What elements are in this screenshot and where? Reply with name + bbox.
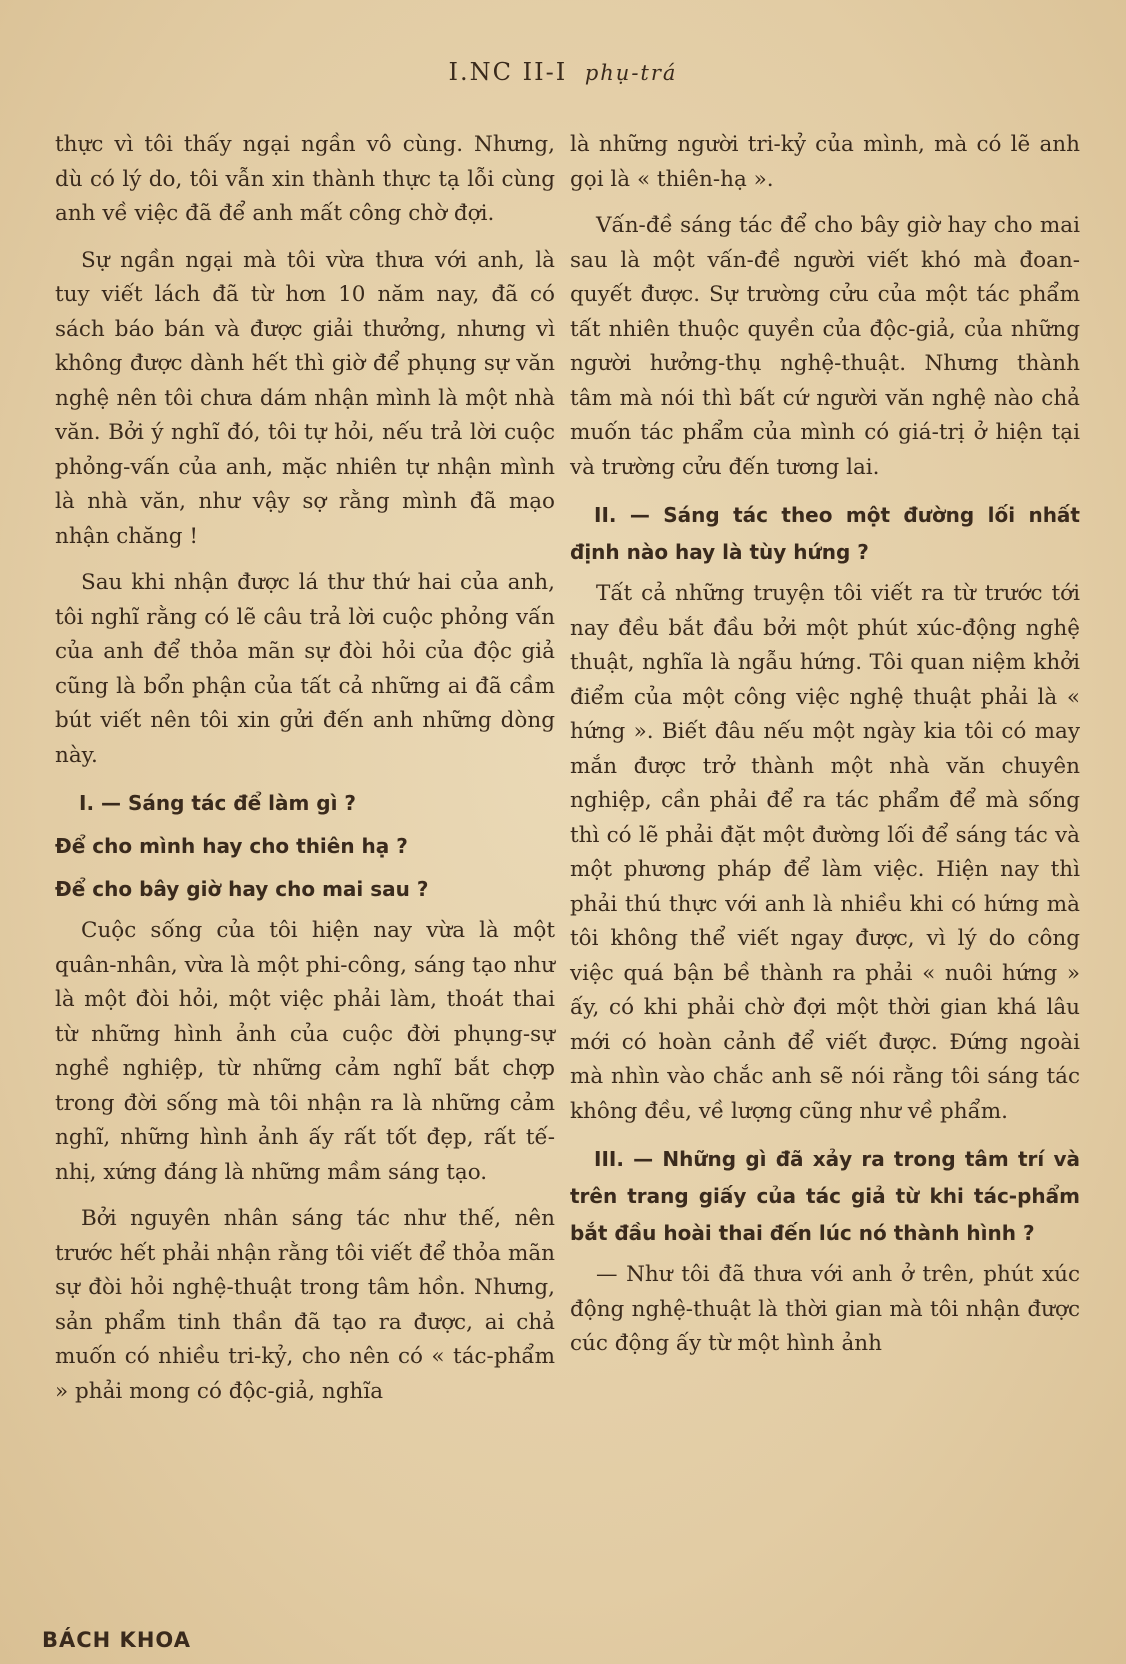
- left-paragraph-1: thực vì tôi thấy ngại ngần vô cùng. Nhưng, dù có lý do, tôi vẫn xin thành thực tạ lỗi cùng anh về việc đã để anh mất công chờ đợi.: [55, 132, 555, 226]
- left-paragraph-3: Sau khi nhận được lá thư thứ hai của anh, tôi nghĩ rằng có lẽ câu trả lời cuộc phỏng vấn của anh để thỏa mãn sự đòi hỏi của độc giả cũng là bổn phận của tất cả những ai đã cầm bút viết nên tôi xin gửi đến anh những dòng này.: [55, 570, 555, 768]
- question-3: III. — Những gì đã xảy ra trong tâm trí và trên trang giấy của tác giả từ khi tác-phẩm bắt đầu hoài thai đến lúc nó thành hình ?: [570, 1147, 1080, 1245]
- question-1-line-3: Để cho bây giờ hay cho mai sau ?: [55, 877, 429, 901]
- header-title: I.NC II-I: [448, 58, 568, 86]
- right-column: [570, 128, 1080, 1374]
- page-header: [0, 58, 1126, 86]
- left-paragraph-4: Cuộc sống của tôi hiện nay vừa là một quân-nhân, vừa là một phi-công, sáng tạo như là một đòi hỏi, một việc phải làm, thoát thai từ những hình ảnh của cuộc đời phụng-sự nghề nghiệp, từ những cảm nghĩ bắt chợp trong đời sống mà tôi nhận ra là những cảm nghĩ, những hình ảnh ấy rất tốt đẹp, rất tế-nhị, xứng đáng là những mầm sáng tạo.: [55, 918, 555, 1185]
- right-paragraph-4: — Như tôi đã thưa với anh ở trên, phút xúc động nghệ-thuật là thời gian mà tôi nhận được cúc động ấy từ một hình ảnh: [570, 1262, 1080, 1356]
- question-2: II. — Sáng tác theo một đường lối nhất định nào hay là tùy hứng ?: [570, 503, 1080, 564]
- footer-label: BÁCH KHOA: [42, 1628, 191, 1652]
- header-subtitle: phụ-trá: [584, 61, 678, 85]
- left-paragraph-5: Bởi nguyên nhân sáng tác như thế, nên trước hết phải nhận rằng tôi viết để thỏa mãn sự đòi hỏi nghệ-thuật trong tâm hồn. Nhưng, sản phẩm tinh thần đã tạo ra được, ai chả muốn có nhiều tri-kỷ, cho nên có « tác-phẩm » phải mong có độc-giả, nghĩa: [55, 1206, 555, 1404]
- question-1-line-2: Để cho mình hay cho thiên hạ ?: [55, 834, 408, 858]
- right-paragraph-1: là những người tri-kỷ của mình, mà có lẽ anh gọi là « thiên-hạ ».: [570, 132, 1080, 192]
- right-paragraph-2: Vấn-đề sáng tác để cho bây giờ hay cho mai sau là một vấn-đề người viết khó mà đoan-quyết được. Sự trường cửu của một tác phẩm tất nhiên thuộc quyền của độc-giả, của những người hưởng-thụ nghệ-thuật. Nhưng thành tâm mà nói thì bất cứ người văn nghệ nào chả muốn tác phẩm của mình có giá-trị ở hiện tại và trường cửu đến tương lai.: [570, 213, 1080, 480]
- left-column: [55, 128, 555, 1421]
- left-paragraph-2: Sự ngần ngại mà tôi vừa thưa với anh, là tuy viết lách đã từ hơn 10 năm nay, đã có sách báo bán và được giải thưởng, nhưng vì không được dành hết thì giờ để phụng sự văn nghệ nên tôi chưa dám nhận mình là một nhà văn. Bởi ý nghĩ đó, tôi tự hỏi, nếu trả lời cuộc phỏng-vấn của anh, mặc nhiên tự nhận mình là nhà văn, như vậy sợ rằng mình đã mạo nhận chăng !: [55, 247, 555, 549]
- question-1-line-1: I. — Sáng tác để làm gì ?: [79, 791, 356, 815]
- right-paragraph-3: Tất cả những truyện tôi viết ra từ trước tới nay đều bắt đầu bởi một phút xúc-động nghệ thuật, nghĩa là ngẫu hứng. Tôi quan niệm khởi điểm của một công việc nghệ thuật phải là « hứng ». Biết đâu nếu một ngày kia tôi có may mắn được trở thành một nhà văn chuyên nghiệp, cần phải để ra tác phẩm để mà sống thì có lẽ phải đặt một đường lối để sáng tác và một phương pháp để làm việc. Hiện nay thì phải thú thực với anh là nhiều khi có hứng mà tôi không thể viết ngay được, vì lý do công việc quá bận bề thành ra phải « nuôi hứng » ấy, có khi phải chờ đợi một thời gian khá lâu mới có hoàn cảnh để viết được. Đứng ngoài mà nhìn vào chắc anh sẽ nói rằng tôi sáng tác không đều, về lượng cũng như về phẩm.: [570, 581, 1080, 1124]
